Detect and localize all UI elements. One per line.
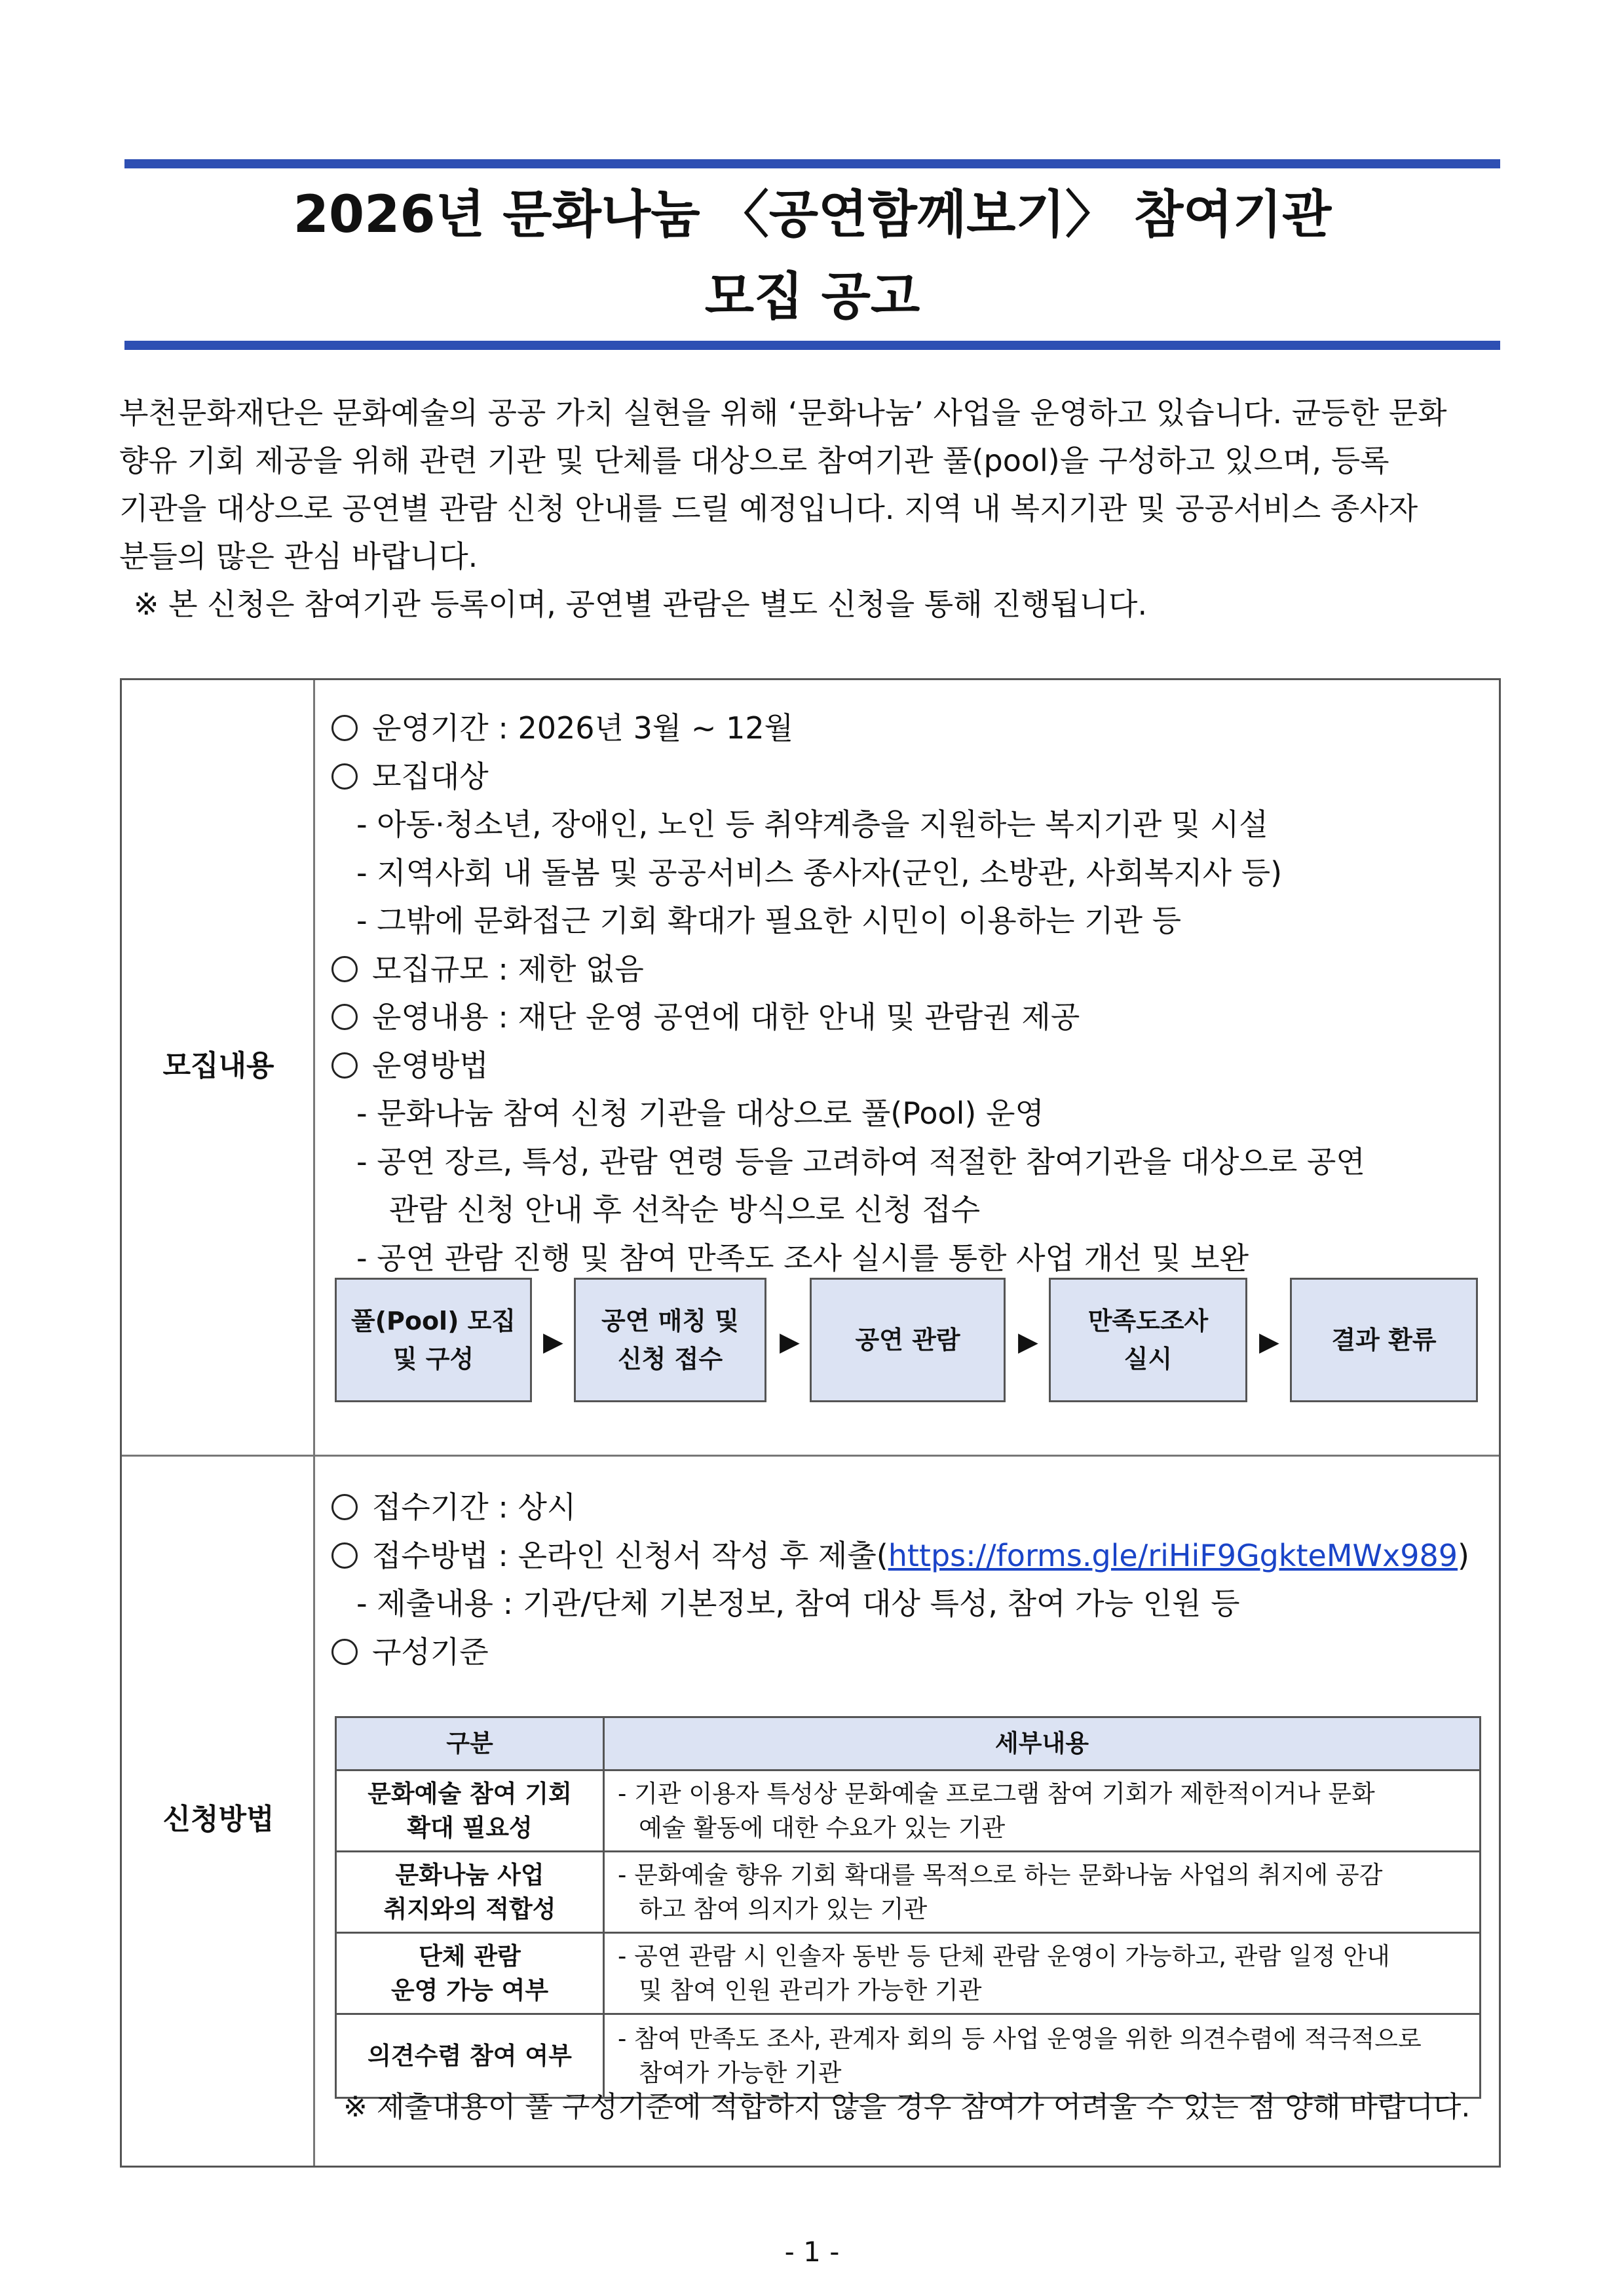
- recruit-scale: 모집규모 : 제한 없음: [331, 946, 1484, 994]
- recruit-target-item: - 그밖에 문화접근 기회 확대가 필요한 시민이 이용하는 기관 등: [356, 903, 1182, 938]
- apply-method: 접수방법 : 온라인 신청서 작성 후 제출(https://forms.gle/riHiF9GgkteMWx989): [331, 1532, 1484, 1580]
- recruit-heading: 모집내용: [162, 1049, 274, 1082]
- recruit-method-item: - 공연 관람 진행 및 참여 만족도 조사 실시를 통한 사업 개선 및 보완: [356, 1240, 1249, 1276]
- recruit-method-heading: 운영방법: [331, 1042, 1484, 1090]
- recruit-target-heading: 모집대상: [331, 753, 1484, 801]
- table-row: [336, 1770, 1481, 1852]
- flow-step-viewing: 공연 관람: [810, 1278, 1006, 1402]
- criteria-detail: - 기관 이용자 특성상 문화예술 프로그램 참여 기회가 제한적이거나 문화 예술 활동에 대한 수요가 있는 기관: [604, 1770, 1481, 1852]
- table-row: [336, 1933, 1481, 2014]
- recruit-method-item: - 공연 장르, 특성, 관람 연령 등을 고려하여 적절한 참여기관을 대상으로 공연: [356, 1143, 1365, 1179]
- intro-line: 부천문화재단은 문화예술의 공공 가치 실현을 위해 ‘문화나눔’ 사업을 운영하고 있습니다. 균등한 문화: [119, 395, 1447, 430]
- recruit-target-item: - 지역사회 내 돌봄 및 공공서비스 종사자(군인, 소방관, 사회복지사 등): [356, 854, 1283, 890]
- criteria-key: 의견수렴 참여 여부: [336, 2014, 604, 2098]
- flow-step-matching: 공연 매칭 및 신청 접수: [574, 1278, 766, 1402]
- criteria-col-header: 세부내용: [604, 1717, 1481, 1770]
- process-flow: [335, 1278, 1494, 1402]
- column-divider: [313, 680, 315, 2166]
- flow-step-pool: 풀(Pool) 모집 및 구성: [335, 1278, 532, 1402]
- criteria-detail: - 문화예술 향유 기회 확대를 목적으로 하는 문화나눔 사업의 취지에 공감 하고 참여 의지가 있는 기관: [604, 1852, 1481, 1933]
- arrow-right-icon: ▶: [1018, 1327, 1038, 1357]
- recruit-method-item-cont: 관람 신청 안내 후 선착순 방식으로 신청 접수: [389, 1192, 981, 1227]
- intro-line: 기관을 대상으로 공연별 관람 신청 안내를 드릴 예정입니다. 지역 내 복지기관 및 공공서비스 종사자: [119, 491, 1418, 526]
- apply-period: 접수기간 : 상시: [331, 1483, 1484, 1532]
- criteria-table-header: [336, 1717, 1481, 1770]
- intro-line: 분들의 많은 관심 바랍니다.: [119, 539, 478, 574]
- flow-step-survey: 만족도조사 실시: [1049, 1278, 1247, 1402]
- intro-paragraph: [119, 389, 1521, 628]
- intro-note: ※ 본 신청은 참여기관 등록이며, 공연별 관람은 별도 신청을 통해 진행됩니다.: [134, 586, 1148, 622]
- criteria-key: 문화나눔 사업 취지와의 적합성: [336, 1852, 604, 1933]
- page-number: - 1 -: [784, 2236, 840, 2268]
- apply-heading: 신청방법: [162, 1803, 274, 1836]
- circle-bullet-icon: [331, 956, 358, 982]
- intro-line: 향유 기회 제공을 위해 관련 기관 및 단체를 대상으로 참여기관 풀(pool)을 구성하고 있으며, 등록: [119, 443, 1389, 478]
- title-line-1: 2026년 문화나눔 〈공연함께보기〉 참여기관: [293, 185, 1332, 244]
- criteria-detail: - 참여 만족도 조사, 관계자 회의 등 사업 운영을 위한 의견수렴에 적극적으로 참여가 가능한 기관: [604, 2014, 1481, 2098]
- recruit-method-item: - 문화나눔 참여 신청 기관을 대상으로 풀(Pool) 운영: [356, 1096, 1044, 1131]
- recruit-period: 운영기간 : 2026년 3월 ~ 12월: [331, 704, 1484, 753]
- recruit-content: [331, 704, 1484, 1373]
- circle-bullet-icon: [331, 1494, 358, 1520]
- circle-bullet-icon: [331, 715, 358, 741]
- criteria-key: 문화예술 참여 기회 확대 필요성: [336, 1770, 604, 1852]
- flow-step-feedback: 결과 환류: [1290, 1278, 1478, 1402]
- apply-content: [331, 1483, 1484, 2152]
- criteria-col-header: 구분: [336, 1717, 604, 1770]
- circle-bullet-icon: [331, 1052, 358, 1079]
- circle-bullet-icon: [331, 1542, 358, 1569]
- criteria-detail: - 공연 관람 시 인솔자 동반 등 단체 관람 운영이 가능하고, 관람 일정 안내 및 참여 인원 관리가 가능한 기관: [604, 1933, 1481, 2014]
- criteria-table: [335, 1716, 1481, 2099]
- apply-submit-content: - 제출내용 : 기관/단체 기본정보, 참여 대상 특성, 참여 가능 인원 등: [356, 1586, 1240, 1621]
- table-row: [336, 1852, 1481, 1933]
- circle-bullet-icon: [331, 1639, 358, 1665]
- circle-bullet-icon: [331, 763, 358, 790]
- recruit-operation: 운영내용 : 재단 운영 공연에 대한 안내 및 관람권 제공: [331, 993, 1484, 1042]
- apply-criteria-heading: 구성기준: [331, 1628, 1484, 1677]
- circle-bullet-icon: [331, 1004, 358, 1030]
- row-divider: [122, 1455, 1499, 1457]
- title-top-rule: [124, 159, 1500, 168]
- arrow-right-icon: ▶: [780, 1327, 800, 1357]
- arrow-right-icon: ▶: [543, 1327, 563, 1357]
- application-form-link[interactable]: https://forms.gle/riHiF9GgkteMWx989: [888, 1537, 1458, 1573]
- title-bottom-rule: [124, 341, 1500, 350]
- recruit-target-item: - 아동·청소년, 장애인, 노인 등 취약계층을 지원하는 복지기관 및 시설: [356, 807, 1268, 842]
- apply-note: ※ 제출내용이 풀 구성기준에 적합하지 않을 경우 참여가 어려울 수 있는 점 양해 바랍니다.: [343, 2090, 1471, 2124]
- notice-table: [120, 678, 1501, 2168]
- title-line-2: 모집 공고: [704, 267, 920, 326]
- criteria-key: 단체 관람 운영 가능 여부: [336, 1933, 604, 2014]
- arrow-right-icon: ▶: [1259, 1327, 1279, 1357]
